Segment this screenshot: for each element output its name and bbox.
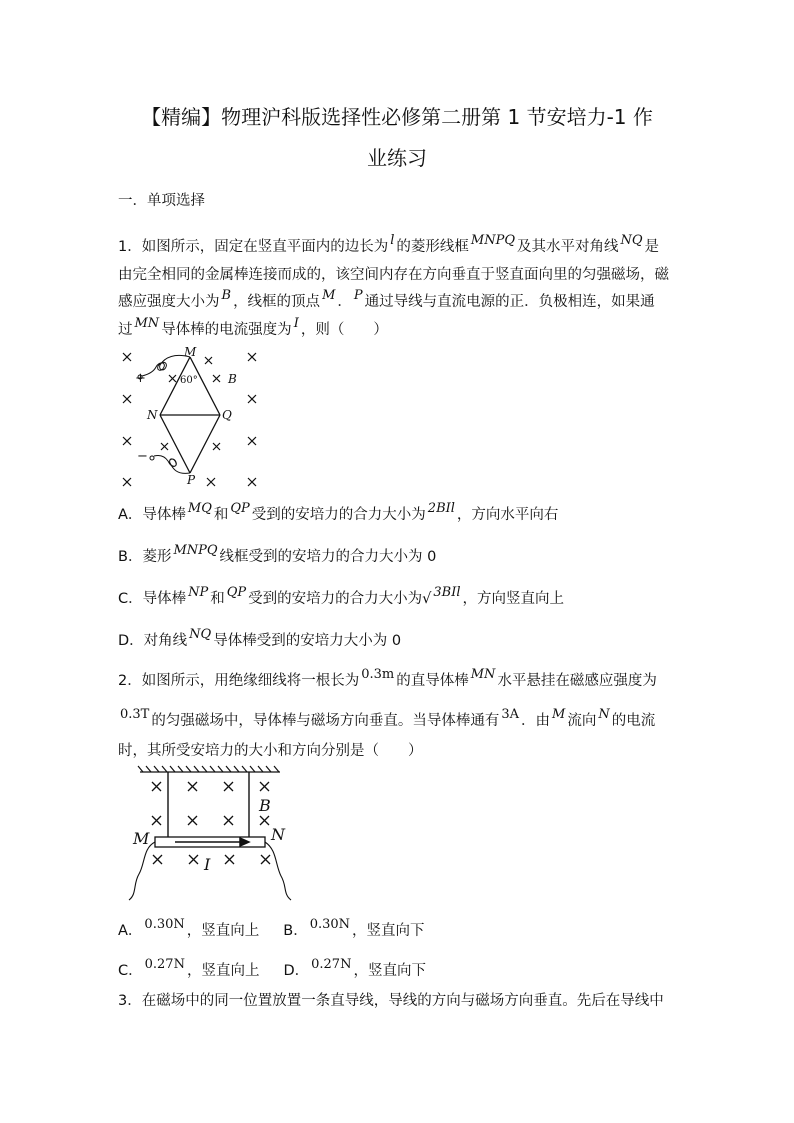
ceiling bbox=[138, 766, 280, 772]
q1-line-4: 过 MN 导体棒的电流强度为 I ，则（ ） bbox=[118, 316, 388, 338]
rhombus-frame-figure bbox=[115, 345, 275, 490]
q1-option-b[interactable]: B．菱形 MNPQ 线框受到的安培力的合力大小为 0 bbox=[118, 543, 437, 565]
q1-option-c[interactable]: C．导体棒 NP 和 QP 受到的安培力的合力大小为√ 3BIl ，方向竖直向上 bbox=[118, 585, 565, 607]
q1-line-3: 感应强度大小为 B ，线框的顶点 M ． P 通过导线与直流电源的正．负极相连，如果通 bbox=[118, 288, 655, 310]
end-label-n: N bbox=[271, 825, 285, 844]
q1-line-1: 1．如图所示，固定在竖直平面内的边长为 l 的菱形线框 MNPQ 及其水平对角线 NQ 是 bbox=[118, 233, 660, 255]
angle-label: 60° bbox=[180, 375, 198, 386]
vertex-label-m: M bbox=[184, 345, 197, 359]
q2-options-ab bbox=[118, 917, 425, 943]
suspension-threads bbox=[168, 772, 249, 837]
vertex-label-q: Q bbox=[222, 408, 232, 422]
negative-terminal-label: − bbox=[137, 449, 148, 464]
q1-line-2: 由完全相同的金属棒连接而成的，该空间内存在方向垂直于竖直面向里的匀强磁场，磁 bbox=[118, 267, 669, 283]
q1-option-a[interactable]: A．导体棒 MQ 和 QP 受到的安培力的合力大小为 2BIl ，方向水平向右 bbox=[118, 501, 559, 523]
q3-line-1: 3．在磁场中的同一位置放置一条直导线，导线的方向与磁场方向垂直。先后在导线中 bbox=[118, 993, 664, 1009]
q2-line-2: 0.3T 的匀强磁场中，导体棒与磁场方向垂直。当导体棒通有 3A ．由 M 流向 N 的电流 bbox=[120, 707, 656, 729]
field-label-b: B bbox=[259, 796, 271, 815]
q2-option-a[interactable]: A． 0.30N ，竖直向上 bbox=[118, 917, 260, 939]
q2-options-cd bbox=[118, 957, 426, 983]
vertex-label-n: N bbox=[147, 408, 158, 422]
field-cross-marks bbox=[152, 782, 270, 864]
q2-option-c[interactable]: C． 0.27N ，竖直向上 bbox=[118, 957, 260, 979]
q1-option-d[interactable]: D．对角线 NQ 导体棒受到的安培力大小为 0 bbox=[118, 627, 402, 649]
current-label-i: I bbox=[204, 855, 211, 874]
q2-line-1: 2．如图所示，用绝缘细线将一根长为 0.3m 的直导体棒 MN 水平悬挂在磁感应强度为 bbox=[118, 667, 657, 689]
vertex-label-p: P bbox=[187, 473, 196, 487]
document-title-line-2: 业练习 bbox=[367, 146, 427, 170]
end-label-m: M bbox=[133, 829, 150, 848]
section-heading: 一．单项选择 bbox=[118, 193, 205, 209]
document-title-line-1: 【精编】物理沪科版选择性必修第二册第 1 节安培力-1 作 bbox=[141, 105, 653, 129]
hanging-rod-figure bbox=[125, 764, 295, 904]
q2-line-3: 时，其所受安培力的大小和方向分别是（ ） bbox=[118, 743, 423, 759]
q2-option-d[interactable]: D． 0.27N ，竖直向下 bbox=[283, 957, 426, 979]
positive-terminal-label: + bbox=[135, 371, 146, 386]
q2-option-b[interactable]: B． 0.30N ，竖直向下 bbox=[283, 917, 425, 939]
field-label-b: B bbox=[228, 372, 237, 386]
